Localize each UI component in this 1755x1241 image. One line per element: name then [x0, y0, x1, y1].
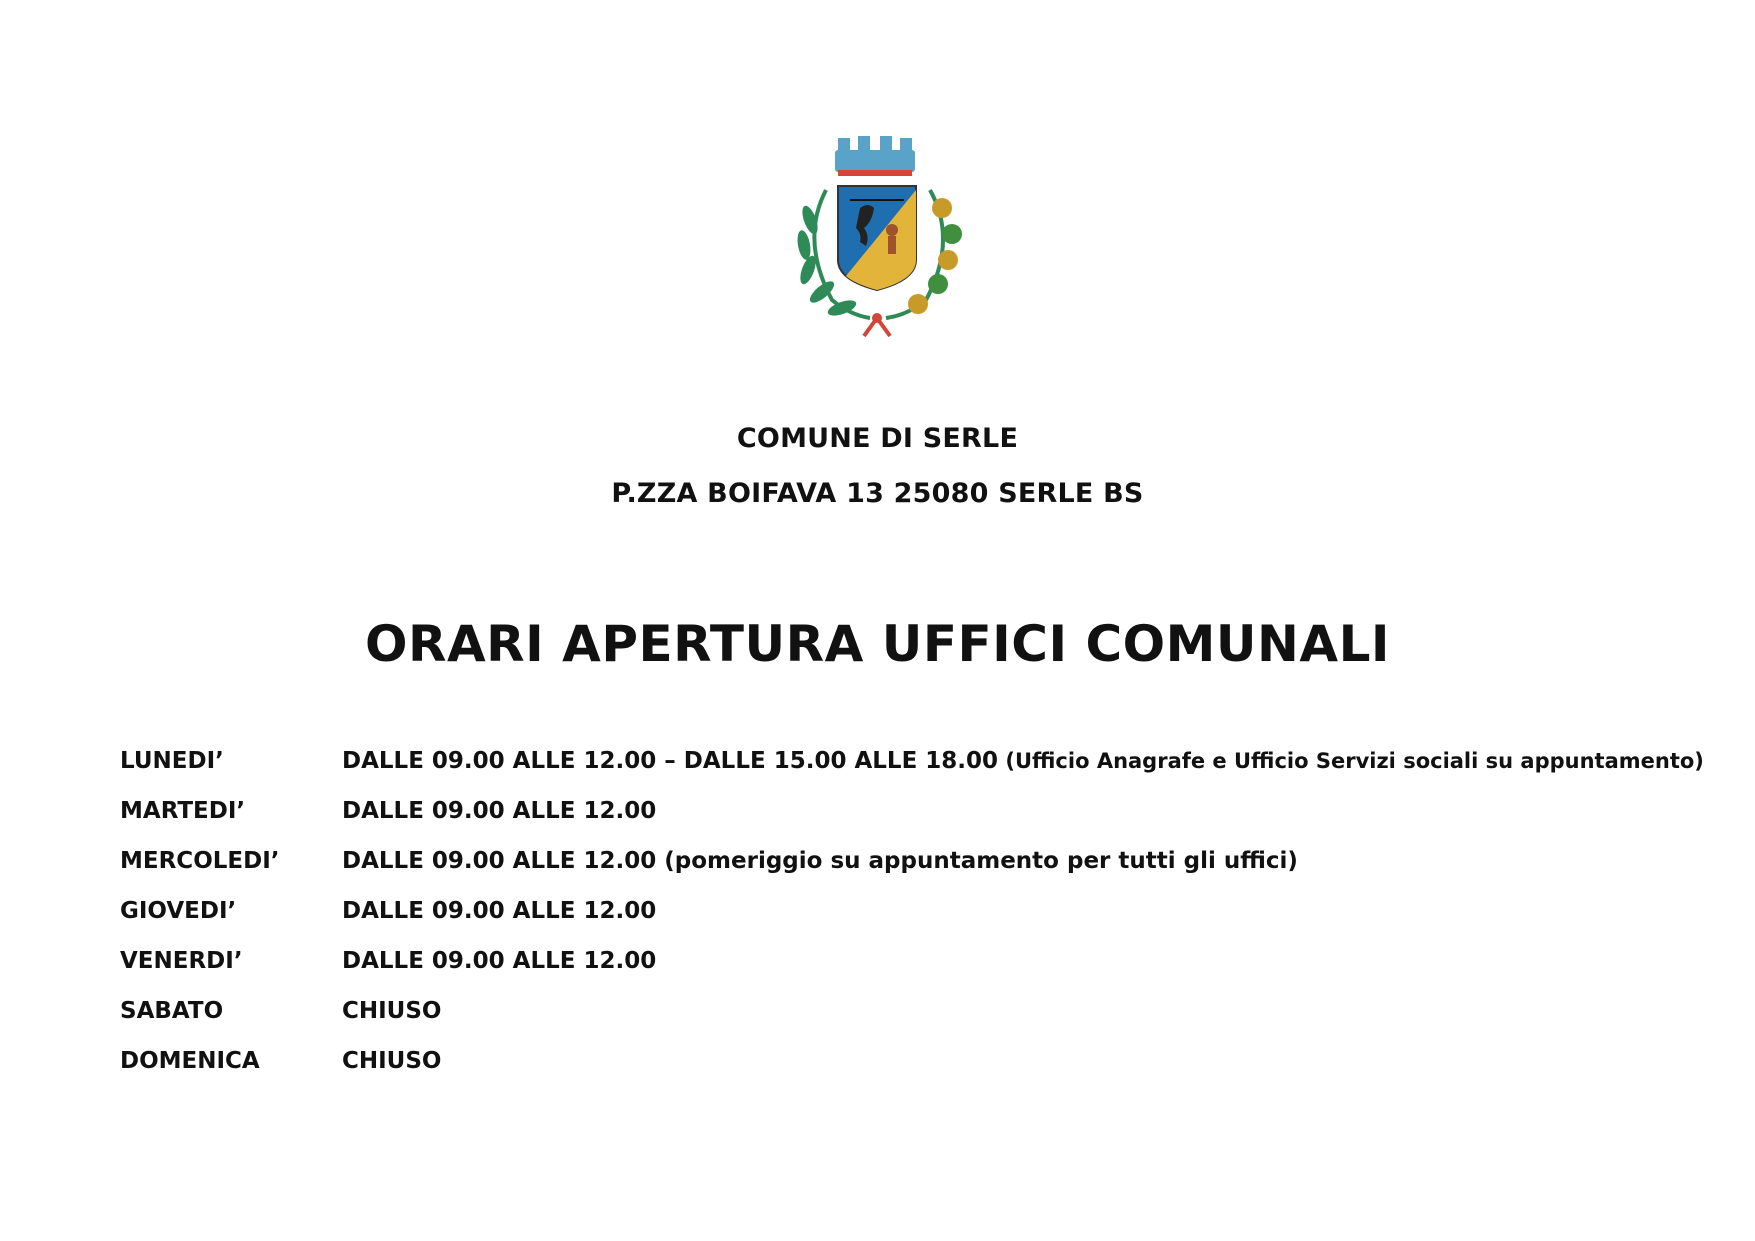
- opening-hours-schedule: [120, 746, 1704, 1096]
- schedule-row-sunday: [120, 1046, 1680, 1096]
- crown-icon: [835, 136, 915, 176]
- day-label: VENERDI’: [120, 948, 243, 974]
- hours-value: CHIUSO: [342, 1048, 442, 1074]
- day-label: DOMENICA: [120, 1048, 260, 1074]
- day-label: MARTEDI’: [120, 798, 246, 824]
- municipality-address: P.ZZA BOIFAVA 13 25080 SERLE BS: [611, 478, 1144, 509]
- day-label: GIOVEDI’: [120, 898, 237, 924]
- page-title: ORARI APERTURA UFFICI COMUNALI: [364, 615, 1391, 673]
- schedule-row-thursday: [120, 896, 1680, 946]
- hours-value: DALLE 09.00 ALLE 12.00: [342, 898, 657, 924]
- hours-value: DALLE 09.00 ALLE 12.00: [342, 798, 657, 824]
- coat-of-arms-icon: [780, 130, 975, 345]
- shield-icon: [838, 186, 916, 290]
- hours-value: DALLE 09.00 ALLE 12.00: [342, 948, 657, 974]
- hours-value: [342, 746, 1704, 776]
- schedule-row-tuesday: [120, 796, 1680, 846]
- hours-value: DALLE 09.00 ALLE 12.00 (pomeriggio su appuntamento per tutti gli uffici): [342, 848, 1298, 874]
- schedule-row-wednesday: [120, 846, 1680, 896]
- schedule-row-friday: [120, 946, 1680, 996]
- hours-value: CHIUSO: [342, 998, 442, 1024]
- day-label: LUNEDI’: [120, 748, 224, 774]
- schedule-row-monday: [120, 746, 1704, 796]
- hours-text: DALLE 09.00 ALLE 12.00 – DALLE 15.00 ALLE 18.00: [342, 748, 999, 774]
- municipality-name: COMUNE DI SERLE: [736, 423, 1019, 454]
- day-label: MERCOLEDI’: [120, 848, 280, 874]
- schedule-row-saturday: [120, 996, 1680, 1046]
- day-label: SABATO: [120, 998, 224, 1024]
- hours-note: (Ufficio Anagrafe e Ufficio Servizi sociali su appuntamento): [998, 749, 1704, 773]
